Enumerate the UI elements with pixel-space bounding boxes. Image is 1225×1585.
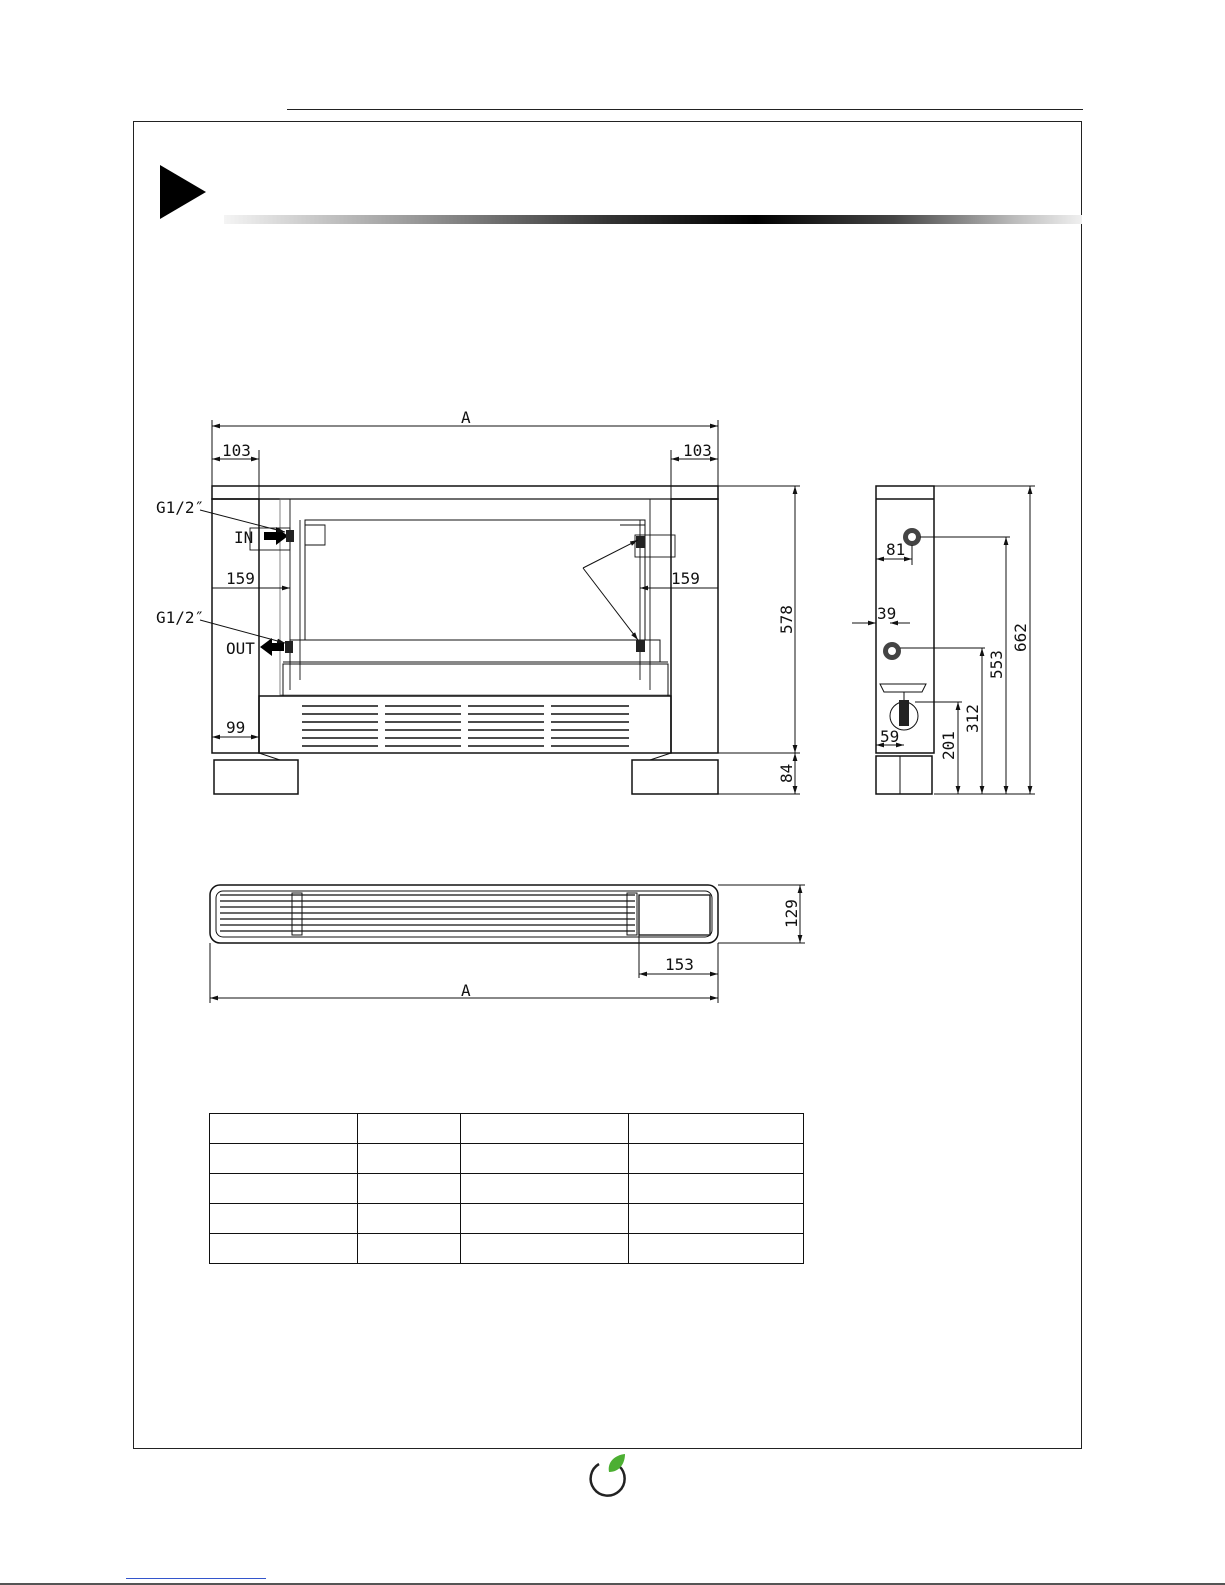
table-row	[210, 1114, 804, 1144]
side-bottom-port-offset-label: 59	[880, 727, 900, 746]
table-cell	[358, 1174, 461, 1204]
side-middle-port-height-label: 312	[963, 704, 982, 733]
right-pipe-offset-label: 159	[671, 569, 700, 588]
table-cell	[358, 1144, 461, 1174]
dimension-table	[209, 1113, 804, 1264]
inlet-arrow-icon	[264, 527, 294, 545]
side-bottom-port-height-label: 201	[939, 731, 958, 760]
left-offset-label: 103	[222, 441, 251, 460]
right-inlet-port	[636, 536, 645, 548]
brand-leaf-logo-icon	[585, 1452, 631, 1498]
table-row	[210, 1234, 804, 1264]
right-offset-label: 103	[683, 441, 712, 460]
table-row	[210, 1174, 804, 1204]
footer-link-underline[interactable]	[126, 1578, 266, 1579]
side-top-port-icon	[903, 528, 921, 546]
table-cell	[210, 1114, 358, 1144]
table-row	[210, 1204, 804, 1234]
side-total-height-label: 662	[1011, 623, 1030, 652]
table-cell	[210, 1174, 358, 1204]
table-cell	[629, 1144, 804, 1174]
left-base-offset-label: 99	[226, 718, 246, 737]
table-cell	[358, 1114, 461, 1144]
inlet-thread-label: G1/2″	[156, 498, 205, 517]
table-cell	[358, 1234, 461, 1264]
table-cell	[461, 1144, 629, 1174]
table-cell	[210, 1144, 358, 1174]
side-middle-port-icon	[883, 642, 901, 660]
side-top-port-offset-label: 81	[886, 540, 906, 559]
table-row	[210, 1144, 804, 1174]
table-cell	[629, 1204, 804, 1234]
foot-height-label: 84	[777, 763, 796, 783]
top-width-label: A	[461, 981, 471, 1000]
table-cell	[358, 1204, 461, 1234]
top-view	[210, 885, 718, 943]
table-cell	[461, 1174, 629, 1204]
table-cell	[629, 1114, 804, 1144]
side-top-port-height-label: 553	[987, 650, 1006, 679]
left-pipe-offset-label: 159	[226, 569, 255, 588]
top-panel-width-label: 153	[665, 955, 694, 974]
top-depth-label: 129	[782, 899, 801, 928]
table-cell	[461, 1234, 629, 1264]
table-cell	[629, 1174, 804, 1204]
front-width-label: A	[461, 408, 471, 427]
outlet-thread-label: G1/2″	[156, 608, 205, 627]
table-cell	[210, 1234, 358, 1264]
side-middle-port-offset-label: 39	[877, 604, 897, 623]
inlet-label: IN	[234, 528, 254, 547]
table-cell	[461, 1114, 629, 1144]
table-cell	[629, 1234, 804, 1264]
right-outlet-port	[636, 640, 645, 652]
body-height-label: 578	[777, 605, 796, 634]
table-cell	[461, 1204, 629, 1234]
table-cell	[210, 1204, 358, 1234]
outlet-label: OUT	[226, 639, 255, 658]
side-bottom-port-icon	[899, 700, 909, 726]
